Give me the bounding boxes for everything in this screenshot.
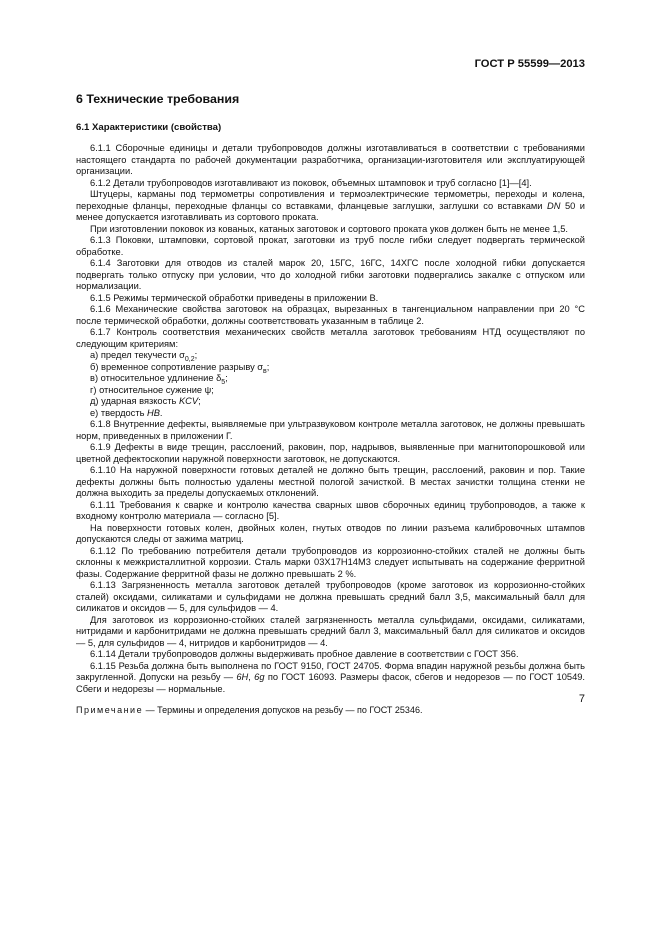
page-body	[76, 92, 585, 717]
list-item-d: г) относительное сужение ψ;	[90, 384, 214, 395]
note-text: — Термины и определения допусков на резьбу — по ГОСТ 25346.	[143, 705, 423, 715]
list-item-f	[76, 408, 585, 420]
paragraph-6-1-1: 6.1.1 Сборочные единицы и детали трубопроводов должны изготавливаться в соответствии с требованиями настоящего стандарта по рабочей документации разработчика, организации-изготовителя или эксплуатирующей организации.	[76, 143, 585, 176]
list-item-b-text: б) временное сопротивление разрыву σ	[90, 361, 264, 372]
subsection-title: 6.1 Характеристики (свойства)	[76, 121, 222, 133]
list-item-b	[76, 362, 585, 374]
fittings-text-end: 50 и менее допускается изготавливать из сортового проката.	[76, 200, 586, 222]
paragraph-6-1-12: 6.1.12 По требованию потребителя детали трубопроводов из коррозионно-стойких сталей не должны быть склонны к межкристаллитной коррозии. Сталь марки 03Х17Н14М3 следует испытывать на содержание ферритной фазы. Содержание ферритной фазы не должно превышать 2 %.	[76, 545, 585, 579]
paragraph-6-1-9: 6.1.9 Дефекты в виде трещин, расслоений, раковин, пор, надрывов, выявленные при магнитопорошковой или цветной дефектоскопии наружной поверхности заготовок, не допускаются.	[76, 442, 585, 464]
list-item-f-ital: HB	[147, 407, 160, 418]
section-title: 6 Технические требования	[76, 92, 240, 106]
paragraph-6-1-15	[76, 661, 585, 696]
paragraph-6-1-2: 6.1.2 Детали трубопроводов изготавливают из поковок, объемных штамповок и труб согласно [1]—[4].	[90, 177, 532, 188]
paragraph-6-1-4: 6.1.4 Заготовки для отводов из сталей марок 20, 15ГС, 16ГС, 14ХГС после холодной гибки допускается подвергать только отпуску при условии, что до холодной гибки заготовки подвергались закалке с отпуском или нормализации.	[76, 258, 585, 291]
paragraph-6-1-13: 6.1.13 Загрязненность металла заготовок деталей трубопроводов (кроме заготовок из коррозионно-стойких сталей) оксидами, силикатами и сульфидами не должна превышать средний балл 3,5, максимальный балл для силикатов и оксидов — 5, для сульфидов — 4.	[76, 580, 585, 613]
paragraph-6-1-11: 6.1.11 Требования к сварке и контролю качества сварных швов сборочных единиц трубопроводов, а также к входному контролю материала — согласно [5].	[76, 499, 585, 521]
note-label: Примечание	[76, 705, 144, 715]
thread-tol-6g: 6g	[254, 672, 265, 682]
list-item-c-sub: 5	[221, 378, 226, 386]
thread-text: 6.1.15 Резьба должна быть выполнена по ГОСТ 9150, ГОСТ 24705. Форма впадин наружной резьбы должна быть закругленной. Допуски на резьбу —	[76, 660, 585, 682]
paragraph-6-1-2-fittings	[76, 189, 585, 224]
thread-text-end: по ГОСТ 16093. Размеры фасок, сбегов и недорезов — по ГОСТ 10549. Сбеги и недорезы — нормальные.	[76, 672, 585, 694]
list-item-a-text: а) предел текучести σ	[90, 350, 185, 360]
list-item-f-text: е) твердость	[90, 407, 147, 418]
paragraph-6-1-6: 6.1.6 Механические свойства заготовок на образцах, вырезанных в тангенциальном направлении при 20 °С после термической обработки, должны соответствовать указанным в таблице 2.	[76, 304, 585, 326]
list-item-e-text: д) ударная вязкость	[90, 396, 179, 406]
paragraph-6-1-11-surface: На поверхности готовых колен, двойных колен, гнутых отводов по линии разъема калибровочных штампов допускаются следы от зажима матриц.	[76, 522, 585, 544]
thread-sep: ,	[248, 672, 255, 682]
standard-header: ГОСТ Р 55599—2013	[474, 58, 585, 70]
list-item-c-text: в) относительное удлинение δ	[90, 373, 222, 383]
list-item-e-ital: KCV	[178, 396, 199, 406]
list-item-a-sub: 0,2	[184, 355, 195, 363]
paragraph-6-1-14: 6.1.14 Детали трубопроводов должны выдерживать пробное давление в соответствии с ГОСТ 356.	[90, 649, 519, 659]
note	[76, 705, 585, 717]
fittings-text: Штуцеры, карманы под термометры сопротивления и термоэлектрические термометры, переходы и колена, переходные фланцы, переходные фланцы со вставками, фланцевые заглушки, заглушки со вставками	[76, 189, 585, 211]
list-item-b-sub: в	[263, 367, 267, 375]
paragraph-6-1-13-stainless: Для заготовок из коррозионно-стойких сталей загрязненность металла сульфидами, оксидами, силикатами, нитридами и карбонитридами не должна превышать средний балл 3, максимальный балл для силикатов и оксидов — 5, для сульфидов — 4, нитридов и карбонитридов — 4.	[76, 614, 585, 648]
list-item-a-end: ;	[194, 350, 198, 360]
list-item-b-end: ;	[266, 361, 270, 372]
paragraph-6-1-5: 6.1.5 Режимы термической обработки приведены в приложении В.	[90, 292, 379, 303]
paragraph-6-1-2-forging: При изготовлении поковок из кованых, катаных заготовок и сортового проката уков должен быть не менее 1,5.	[90, 223, 568, 234]
dn-symbol: DN	[546, 200, 561, 211]
list-item-f-end: .	[159, 407, 163, 418]
list-item-a	[76, 350, 585, 362]
list-item-e-end: ;	[198, 396, 201, 406]
list-item-c	[76, 373, 585, 385]
paragraph-6-1-7: 6.1.7 Контроль соответствия механических свойств металла заготовок требованиям НТД осуществляют по следующим критериям:	[76, 327, 585, 349]
thread-tol-6h: 6H	[236, 672, 249, 682]
page-number: 7	[578, 693, 585, 705]
paragraph-6-1-3: 6.1.3 Поковки, штамповки, сортовой прокат, заготовки из труб после гибки следует подвергать термической обработке.	[76, 235, 585, 257]
list-item-e	[76, 396, 585, 408]
paragraph-6-1-10: 6.1.10 На наружной поверхности готовых деталей не должно быть трещин, расслоений, раковин и пор. Такие дефекты должны быть полностью удалены местной пологой зачисткой. В местах зачистки толщина стенки не должна выходить за пределы допускаемых отклонений.	[76, 465, 585, 498]
paragraph-6-1-8: 6.1.8 Внутренние дефекты, выявляемые при ультразвуковом контроле металла заготовок, не должны превышать норм, приведенных в приложении Г.	[76, 419, 585, 441]
list-item-c-end: ;	[225, 373, 228, 383]
